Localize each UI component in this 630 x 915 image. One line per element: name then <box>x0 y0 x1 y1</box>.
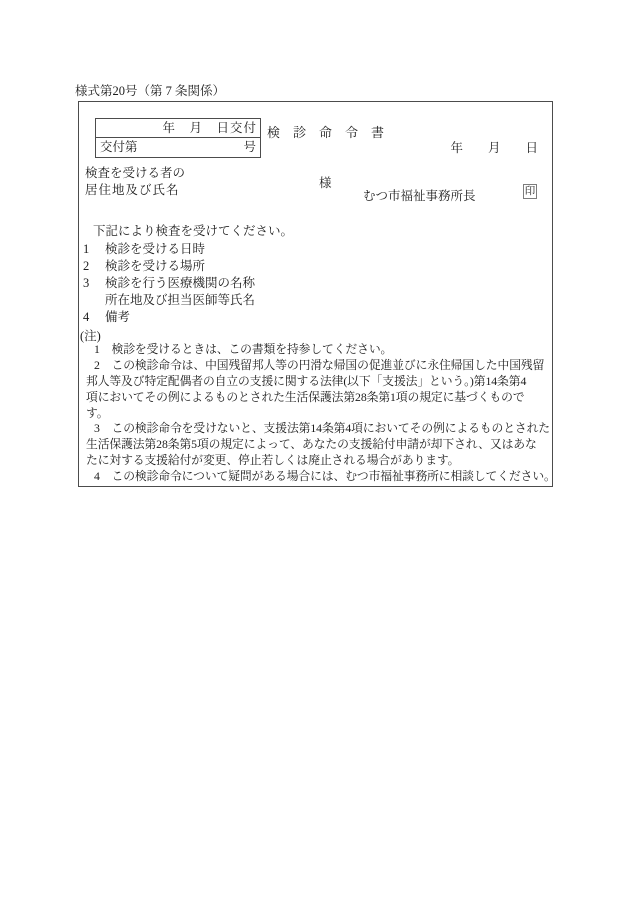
document-title: 検 診 命 令 書 <box>267 125 385 140</box>
exam-item-list <box>83 241 255 326</box>
note-line: す。 <box>86 405 109 420</box>
seal-mark: 印 <box>524 186 536 197</box>
issue-date-row: 年 月 日交付 <box>96 119 260 138</box>
exam-item-text: 備考 <box>105 310 131 324</box>
document-box <box>78 101 556 487</box>
exam-item-number <box>83 292 105 309</box>
date-line: 年 月 日 <box>450 141 538 155</box>
note-line: 2 この検診命令は、中国残留邦人等の円滑な帰国の促進並びに永住帰国した中国残留 <box>94 357 545 372</box>
note-line: 生活保護法第28条第5項の規定によって、あなたの支援給付申請が却下され、又はあな <box>86 437 537 452</box>
exam-item-number: 3 <box>83 276 90 290</box>
exam-item-row <box>83 292 255 309</box>
issuer-name: むつ市福祉事務所長 <box>363 189 476 203</box>
form-number-label: 様式第20号（第 7 条関係） <box>75 84 226 98</box>
instruction-text: 下記により検査を受けてください。 <box>93 224 294 238</box>
note-line: 邦人等及び特定配偶者の自立の支援に関する法律(以下「支援法」という。)第14条第4 <box>86 373 527 388</box>
note-line: たに対する支援給付が変更、停止若しくは廃止される場合があります。 <box>86 453 460 468</box>
exam-item-row <box>83 275 255 292</box>
issue-number-row <box>96 138 260 157</box>
issue-number-suffix: 号 <box>243 140 256 154</box>
note-line: 項においてその例によるものとされた生活保護法第28条第1項の規定に基づくもので <box>86 389 525 404</box>
exam-item-text: 所在地及び担当医師等氏名 <box>105 293 256 307</box>
examinee-label-line1: 検査を受ける者の <box>85 166 186 180</box>
notes-label: (注) <box>80 329 101 343</box>
exam-item-row <box>83 241 255 258</box>
note-line: 4 この検診命令について疑問がある場合には、むつ市福祉事務所に相談してください。 <box>94 469 556 484</box>
exam-item-number: 4 <box>83 310 90 324</box>
exam-item-row <box>83 309 255 326</box>
notes-list <box>79 342 556 485</box>
exam-item-row <box>83 258 255 275</box>
exam-item-text: 検診を行う医療機関の名称 <box>105 276 256 290</box>
exam-item-text: 検診を受ける日時 <box>105 242 206 256</box>
issue-box <box>95 118 261 158</box>
exam-item-number: 2 <box>83 259 90 273</box>
exam-item-text: 検診を受ける場所 <box>105 259 206 273</box>
note-line: 1 検診を受けるときは、この書類を持参してください。 <box>94 342 393 356</box>
honorific-sama: 様 <box>319 176 332 190</box>
examinee-label-line2: 居住地及び氏名 <box>85 183 180 197</box>
issue-number-prefix: 交付第 <box>100 140 138 154</box>
exam-item-number: 1 <box>83 242 90 256</box>
note-line: 3 この検診命令を受けないと、支援法第14条第4項においてその例によるものとされた <box>94 421 550 436</box>
